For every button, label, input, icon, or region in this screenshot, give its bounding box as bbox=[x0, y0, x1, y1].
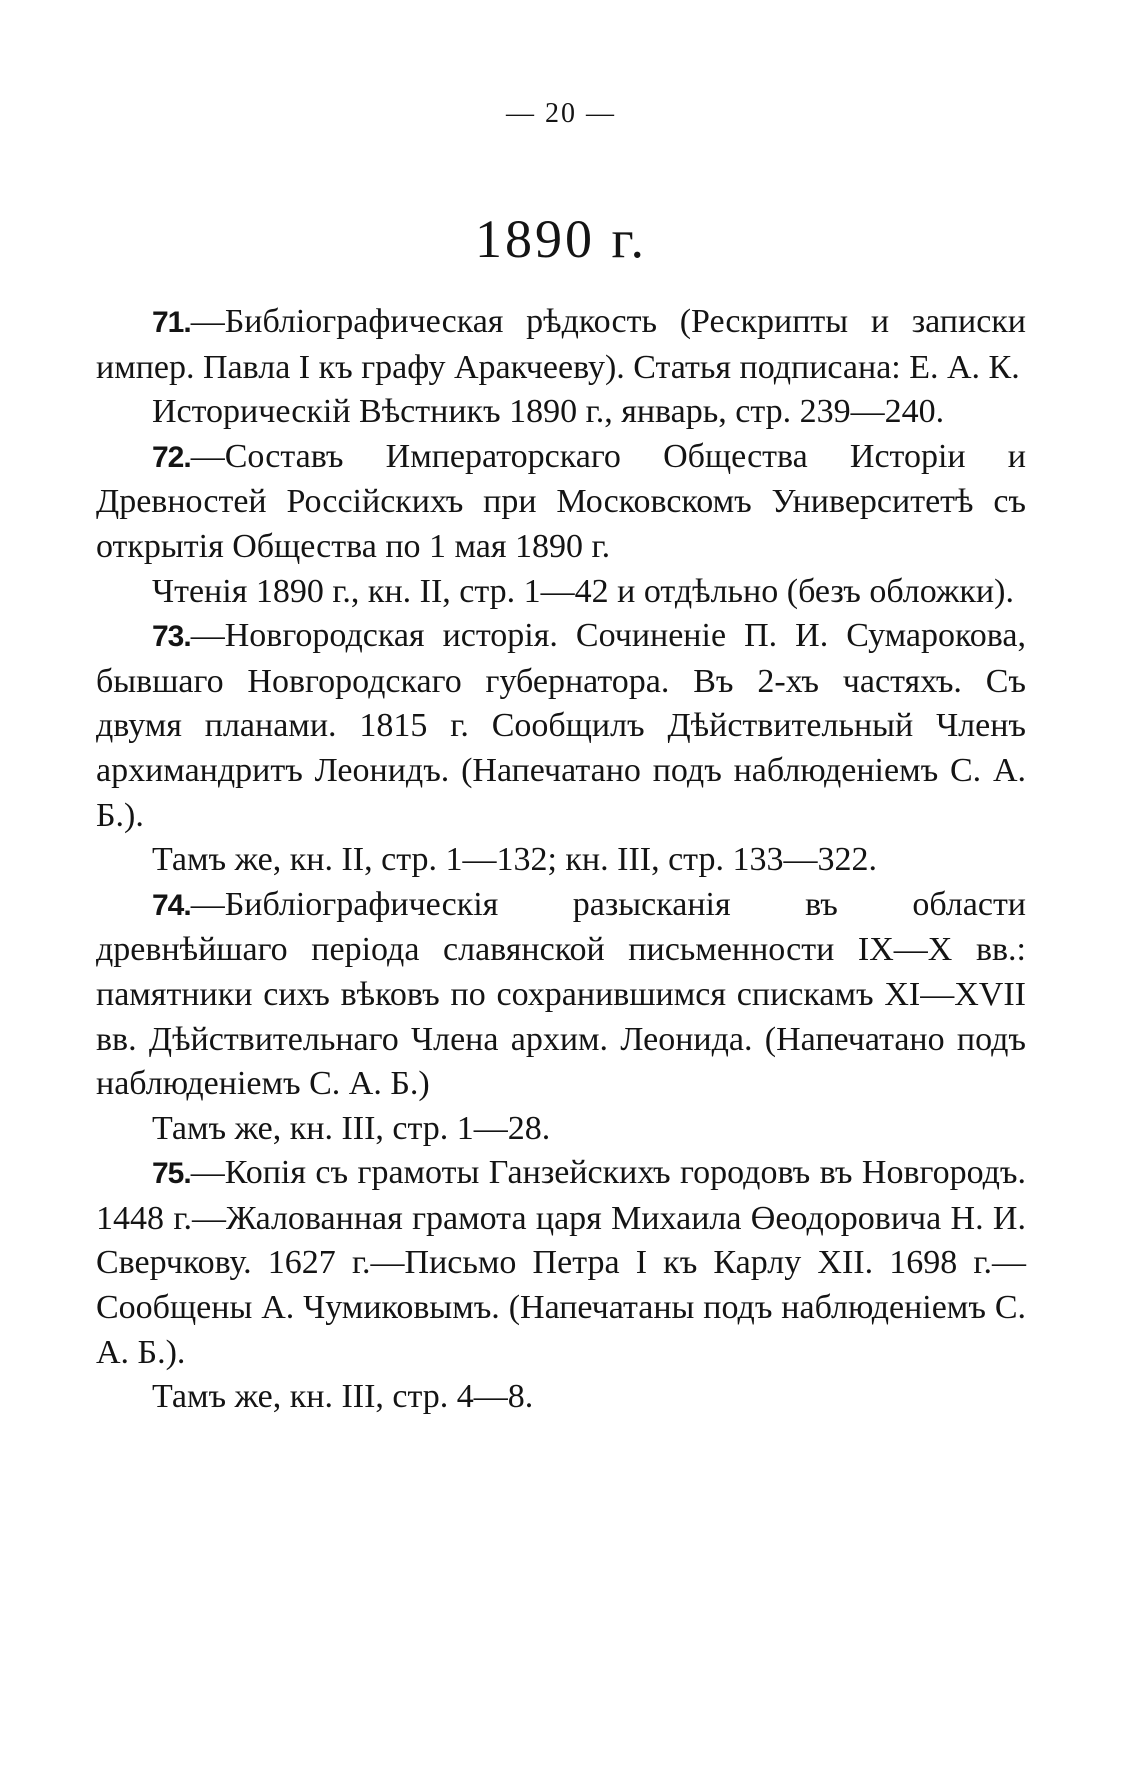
entry-number: 74. bbox=[152, 888, 191, 922]
entry-description bbox=[96, 614, 1026, 838]
entry-source: Тамъ же, кн. II, стр. 1—132; кн. III, стр. 133—322. bbox=[152, 841, 877, 879]
entry-description bbox=[96, 300, 1026, 390]
entry-source: Историческiй Вѣстникъ 1890 г., январь, стр. 239—240. bbox=[152, 393, 945, 431]
entry-number: 75. bbox=[152, 1157, 191, 1191]
entry-75 bbox=[96, 1151, 1026, 1420]
entry-number: 72. bbox=[152, 440, 191, 474]
entry-description-text: —Составъ Императорскаго Общества Исторiи и Древностей Россiйскихъ при Московскомъ Университетѣ съ открытiя Общества по 1 мая 1890 г. bbox=[96, 437, 1026, 565]
entry-71 bbox=[96, 300, 1026, 435]
entry-list bbox=[96, 300, 1026, 1420]
entry-source: Тамъ же, кн. III, стр. 4—8. bbox=[152, 1378, 534, 1416]
entry-description-text: —Копiя съ грамоты Ганзейскихъ городовъ въ Новгородъ. 1448 г.—Жалованная грамота царя Михаила Өеодоровича Н. И. Сверчкову. 1627 г.—Письмо Петра I къ Карлу XII. 1698 г.—Сообщены А. Чумиковымъ. (Напечатаны подъ наблюденiемъ С. А. Б.). bbox=[96, 1154, 1026, 1371]
entry-description bbox=[96, 1151, 1026, 1375]
entry-description-text: —Библiографическiя разысканiя въ области древнѣйшаго перiода славянской письменности IX—X вв.: памятники сихъ вѣковъ по сохранившимся спискамъ XI—XVII вв. Дѣйствительнаго Члена архим. Леонида. (Напечатано подъ наблюденiемъ С. А. Б.) bbox=[96, 885, 1026, 1103]
entry-74 bbox=[96, 883, 1026, 1152]
entry-number: 71. bbox=[152, 306, 191, 339]
entry-73 bbox=[96, 614, 1026, 883]
entry-number: 73. bbox=[152, 620, 191, 654]
entry-72 bbox=[96, 435, 1026, 614]
entry-description bbox=[96, 883, 1026, 1107]
entry-source: Тамъ же, кн. III, стр. 1—28. bbox=[152, 1109, 551, 1147]
entry-description-text: —Библiографическая рѣдкость (Рескрипты и записки импер. Павла I къ графу Аракчееву). Статья подписана: Е. А. К. bbox=[96, 303, 1026, 386]
entry-description bbox=[96, 435, 1026, 570]
year-heading: 1890 г. bbox=[474, 209, 648, 269]
page-number: — 20 — bbox=[506, 98, 616, 129]
entry-source: Чтенiя 1890 г., кн. II, стр. 1—42 и отдѣльно (безъ обложки). bbox=[152, 572, 1014, 610]
entry-description-text: —Новгородская исторiя. Сочиненiе П. И. Сумарокова, бывшаго Новгородскаго губернатора. Въ 2-хъ частяхъ. Съ двумя планами. 1815 г. Сообщилъ Дѣйствительный Членъ архимандритъ Леонидъ. (Напечатано подъ наблюденiемъ С. А. Б.). bbox=[96, 617, 1026, 834]
